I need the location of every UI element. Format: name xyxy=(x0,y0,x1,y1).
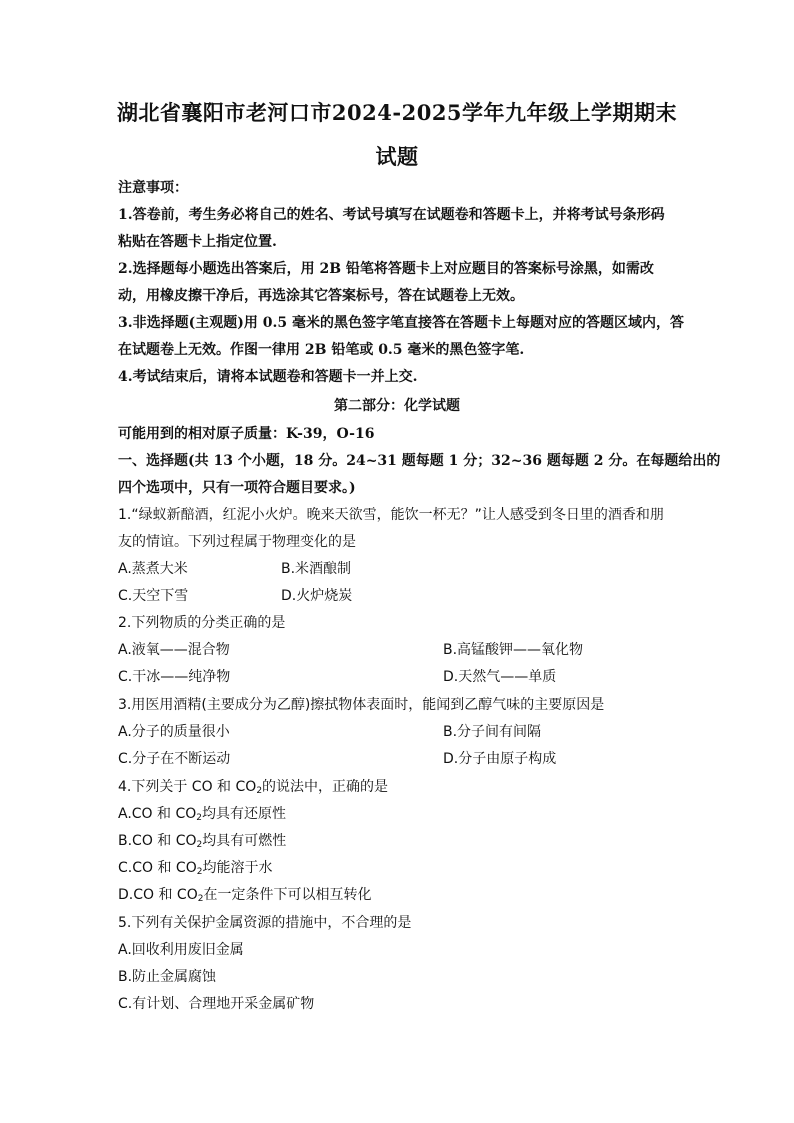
question-4-option-c xyxy=(118,858,272,878)
question-4-option-d xyxy=(118,885,371,905)
question-2-stem: 2.下列物质的分类正确的是 xyxy=(118,615,286,631)
question-1-option-a: A.蒸煮大米 xyxy=(118,561,188,577)
subscript: 2 xyxy=(196,813,203,823)
question-1-option-c: C.天空下雪 xyxy=(118,588,189,604)
question-2-option-b: B.高锰酸钾——氧化物 xyxy=(443,642,584,658)
page-title-continued: 试题 xyxy=(375,144,419,169)
question-1-option-b: B.米酒酿制 xyxy=(281,561,352,577)
option-c-post: 均能溶于水 xyxy=(202,860,273,876)
subscript: 2 xyxy=(256,786,263,796)
notice-heading: 注意事项： xyxy=(118,180,188,196)
notice-item-1: 1.答卷前，考生务必将自己的姓名、考试号填写在试题卷和答题卡上，并将考试号条形码 xyxy=(118,207,665,223)
notice-item-3: 3.非选择题(主观题)用 0.5 毫米的黑色签字笔直接答在答题卡上每题对应的答题区域内，答 xyxy=(118,315,684,331)
question-3-option-b: B.分子间有间隔 xyxy=(443,724,542,740)
option-d-post: 在一定条件下可以相互转化 xyxy=(203,887,372,903)
part-one-heading-cont: 四个选项中，只有一项符合题目要求。) xyxy=(118,480,356,496)
question-4-option-b xyxy=(118,831,286,851)
subscript: 2 xyxy=(197,894,204,904)
notice-item-2: 2.选择题每小题选出答案后，用 2B 铅笔将答题卡上对应题目的答案标号涂黑，如需改 xyxy=(118,261,654,277)
question-4-option-a xyxy=(118,804,286,824)
option-a-pre: A.CO 和 CO xyxy=(118,806,197,822)
notice-item-1-cont: 粘贴在答题卡上指定位置. xyxy=(118,234,277,250)
option-a-post: 均具有还原性 xyxy=(202,806,287,822)
option-b-pre: B.CO 和 CO xyxy=(118,833,197,849)
question-2-option-d: D.天然气——单质 xyxy=(443,669,557,685)
question-4-stem-post: 的说法中，正确的是 xyxy=(262,779,389,795)
subscript: 2 xyxy=(196,867,203,877)
atomic-mass-note: 可能用到的相对原子质量：K-39，O-16 xyxy=(118,426,375,442)
question-3-option-d: D.分子由原子构成 xyxy=(443,751,557,767)
question-5-option-b: B.防止金属腐蚀 xyxy=(118,969,217,985)
option-c-pre: C.CO 和 CO xyxy=(118,860,197,876)
question-1-option-d: D.火炉烧炭 xyxy=(281,588,353,604)
section-title: 第二部分：化学试题 xyxy=(334,398,460,414)
question-2-option-c: C.干冰——纯净物 xyxy=(118,669,231,685)
part-one-heading: 一、选择题(共 13 个小题，18 分。24~31 题每题 1 分；32~36 题每题 2 分。在每题给出的 xyxy=(118,453,721,469)
notice-item-2-cont: 动，用橡皮擦干净后，再选涂其它答案标号，答在试题卷上无效。 xyxy=(118,288,524,304)
question-5-stem: 5.下列有关保护金属资源的措施中，不合理的是 xyxy=(118,915,412,931)
question-1-stem: 1.“绿蚁新醅酒，红泥小火炉。晚来天欲雪，能饮一杯无？”让人感受到冬日里的酒香和朋 xyxy=(118,507,664,523)
question-4-stem xyxy=(118,777,388,797)
question-3-option-a: A.分子的质量很小 xyxy=(118,724,230,740)
notice-item-4: 4.考试结束后，请将本试题卷和答题卡一并上交. xyxy=(118,369,418,385)
question-3-option-c: C.分子在不断运动 xyxy=(118,751,231,767)
question-2-option-a: A.液氧——混合物 xyxy=(118,642,230,658)
question-4-stem-pre: 4.下列关于 CO 和 CO xyxy=(118,779,257,795)
page-title: 湖北省襄阳市老河口市2024-2025学年九年级上学期期末 xyxy=(116,100,678,125)
notice-item-3-cont: 在试题卷上无效。作图一律用 2B 铅笔或 0.5 毫米的黑色签字笔. xyxy=(118,342,525,358)
option-d-pre: D.CO 和 CO xyxy=(118,887,198,903)
question-3-stem: 3.用医用酒精(主要成分为乙醇)擦拭物体表面时，能闻到乙醇气味的主要原因是 xyxy=(118,697,605,713)
subscript: 2 xyxy=(196,840,203,850)
question-1-stem-cont: 友的情谊。下列过程属于物理变化的是 xyxy=(118,534,356,550)
question-5-option-c: C.有计划、合理地开采金属矿物 xyxy=(118,996,315,1012)
option-b-post: 均具有可燃性 xyxy=(202,833,287,849)
question-5-option-a: A.回收利用废旧金属 xyxy=(118,942,244,958)
